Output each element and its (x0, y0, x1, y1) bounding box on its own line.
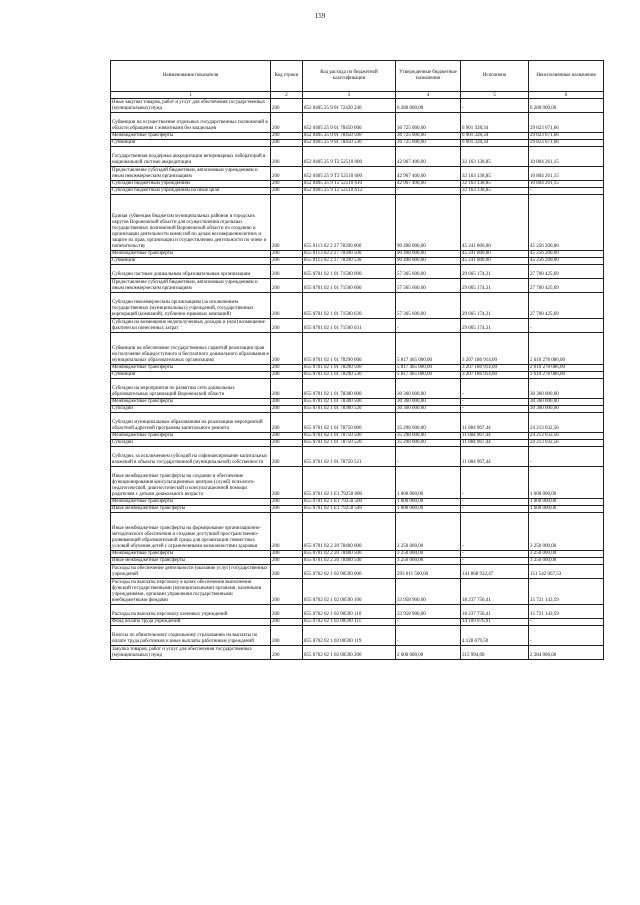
table-row (111, 319, 604, 333)
budget-execution-table (110, 60, 604, 660)
row-approved: 5 817 465 000,00 (396, 372, 461, 379)
row-executed: 18 237 756,41 (461, 605, 529, 619)
row-line-code: 200 (271, 513, 303, 551)
row-executed: 32 163 138,85 (461, 188, 529, 195)
row-classification: 855 0113 02 2 27 78390 000 (303, 195, 396, 251)
row-name: Субсидии (111, 406, 271, 413)
row-unexecuted: - (529, 447, 604, 467)
row-approved: 36 725 000,00 (396, 140, 461, 147)
row-line-code: 200 (271, 188, 303, 195)
row-unexecuted: 10 804 261,15 (529, 147, 604, 167)
row-approved: 293 011 500,00 (396, 565, 461, 579)
row-unexecuted: 30 360 000,00 (529, 399, 604, 406)
row-line-code: 200 (271, 319, 303, 333)
table-row (111, 413, 604, 433)
table-row (111, 365, 604, 372)
row-name: Межбюджетные трансферты (111, 133, 271, 140)
row-executed: 32 163 138,85 (461, 181, 529, 188)
row-approved: 57 365 600,00 (396, 293, 461, 319)
row-classification: 852 0405 25 9 T2 52510 000 (303, 147, 396, 167)
row-unexecuted: 30 360 000,00 (529, 379, 604, 399)
row-line-code: 200 (271, 251, 303, 258)
row-executed: 3 207 186 914,00 (461, 333, 529, 365)
row-name: Иные межбюджетные трансферты (111, 506, 271, 513)
row-executed: 45 241 800,00 (461, 195, 529, 251)
table-row (111, 406, 604, 413)
row-approved: 90 498 000,00 (396, 251, 461, 258)
table-row (111, 513, 604, 551)
row-approved: 1 000 000,00 (396, 467, 461, 499)
row-executed: 14 109 076,91 (461, 619, 529, 626)
row-classification: 855 0702 02 1 02 00590 000 (303, 565, 396, 579)
row-classification: 855 0701 02 1 01 78290 000 (303, 333, 396, 365)
row-executed: 6 901 328,34 (461, 140, 529, 147)
row-approved: 35 298 000,00 (396, 440, 461, 447)
table-row (111, 279, 604, 293)
row-name: Межбюджетные трансферты (111, 499, 271, 506)
row-line-code: 200 (271, 626, 303, 646)
row-unexecuted: 2 610 278 086,00 (529, 333, 604, 365)
row-approved: 35 298 000,00 (396, 413, 461, 433)
row-unexecuted: 30 360 000,00 (529, 406, 604, 413)
row-classification: 855 0701 02 1 E1 79250 500 (303, 499, 396, 506)
row-line-code: 200 (271, 133, 303, 140)
table-row (111, 379, 604, 399)
row-approved: 5 817 465 000,00 (396, 365, 461, 372)
row-line-code: 200 (271, 440, 303, 447)
row-unexecuted: 151 542 067,53 (529, 565, 604, 579)
row-executed: - (461, 499, 529, 506)
header-row (111, 61, 604, 92)
row-executed: 11 084 967,44 (461, 413, 529, 433)
row-line-code: 200 (271, 167, 303, 181)
row-classification: 852 0405 25 9 T2 52510 612 (303, 188, 396, 195)
row-classification: 855 0701 02 1 01 78290 530 (303, 372, 396, 379)
table-row (111, 579, 604, 605)
row-classification: 855 0702 02 1 02 00590 100 (303, 579, 396, 605)
table-row (111, 558, 604, 565)
row-executed: - (461, 406, 529, 413)
row-name: Субсидии частным дошкольным образовательным организациям (111, 265, 271, 279)
row-unexecuted: 29 823 671,66 (529, 140, 604, 147)
row-unexecuted: 2 610 278 086,00 (529, 372, 604, 379)
row-name: Иные межбюджетные трансферты на формирование организационно-методического обеспечения и создание доступной пространственно-развивающей образовательной среды для организации совместных условий обучения детей с ограниченными возможностями здоровья (111, 513, 271, 551)
header-executed: Исполнено (461, 61, 529, 92)
row-approved: 3 250 000,00 (396, 558, 461, 565)
row-classification: 855 0702 02 1 02 00590 110 (303, 605, 396, 619)
row-classification: 855 0702 02 1 02 00590 200 (303, 646, 396, 660)
row-name: Предоставление субсидий бюджетным, автономным учреждениям и иным некоммерческим организациям (111, 279, 271, 293)
row-approved: 3 250 000,00 (396, 513, 461, 551)
row-line-code: 200 (271, 506, 303, 513)
table-row (111, 619, 604, 626)
row-line-code: 200 (271, 646, 303, 660)
row-name: Субсидии, за исключением субсидий на софинансирование капитальных вложений в объекты государственной (муниципальной) собственности (111, 447, 271, 467)
row-line-code: 200 (271, 551, 303, 558)
row-name: Межбюджетные трансферты (111, 365, 271, 372)
row-name: Межбюджетные трансферты (111, 251, 271, 258)
row-executed: - (461, 379, 529, 399)
row-executed: - (461, 513, 529, 551)
row-name: Субвенции на осуществление отдельных государственных полномочий в области обращения с животными без владельцев (111, 113, 271, 133)
row-classification: 855 0701 02 2 20 78400 500 (303, 551, 396, 558)
row-approved: 33 958 900,00 (396, 605, 461, 619)
row-executed: 45 241 800,00 (461, 251, 529, 258)
row-unexecuted: 3 250 000,00 (529, 551, 604, 558)
row-line-code: 200 (271, 99, 303, 113)
header-name: Наименование показателя (111, 61, 271, 92)
table-row (111, 372, 604, 379)
row-approved: 30 360 000,00 (396, 406, 461, 413)
table-row (111, 195, 604, 251)
row-executed: 32 163 138,85 (461, 167, 529, 181)
row-line-code: 200 (271, 140, 303, 147)
row-name: Закупка товаров, работ и услуг для обеспечения государственных (муниципальных) нужд (111, 646, 271, 660)
row-line-code: 200 (271, 399, 303, 406)
row-executed: 4 128 679,50 (461, 626, 529, 646)
row-line-code: 200 (271, 113, 303, 133)
row-executed: 11 084 967,44 (461, 433, 529, 440)
row-name: Иные межбюджетные трансферты на создание и обеспечение функционирования консультационных центров (служб) психолого-педагогической, диагностической и консультационной помощи родителям с детьми дошкольного возраста (111, 467, 271, 499)
table-row (111, 140, 604, 147)
row-classification: 855 0701 02 1 01 78300 000 (303, 379, 396, 399)
row-approved: 42 967 400,00 (396, 167, 461, 181)
row-classification: 852 0405 25 9 T2 52510 600 (303, 167, 396, 181)
row-line-code: 200 (271, 365, 303, 372)
row-unexecuted: 2 610 278 086,00 (529, 365, 604, 372)
row-classification: 855 0701 02 1 01 71500 631 (303, 319, 396, 333)
row-line-code: 200 (271, 605, 303, 619)
row-executed: - (461, 399, 529, 406)
row-name: Расходы на выплаты персоналу в целях обеспечения выполнения функций государственными (муниципальными) органами, казенными учреждениями, органами управления государственными внебюджетными фондами (111, 579, 271, 605)
table-row (111, 265, 604, 279)
row-name: Взносы по обязательному социальному страхованию на выплаты по оплате труда работников и иные выплаты работникам учреждений (111, 626, 271, 646)
row-approved: 6 280 000,00 (396, 99, 461, 113)
row-unexecuted: 29 823 671,66 (529, 113, 604, 133)
row-classification: 852 0405 25 9 T2 52510 610 (303, 181, 396, 188)
row-approved: 3 250 000,00 (396, 551, 461, 558)
row-executed: 29 665 174,31 (461, 265, 529, 279)
row-executed: 6 901 328,34 (461, 133, 529, 140)
row-unexecuted: 1 000 000,00 (529, 506, 604, 513)
header-approved: Утвержденные бюджетные назначения (396, 61, 461, 92)
row-line-code: 200 (271, 379, 303, 399)
table-row (111, 626, 604, 646)
row-line-code: 200 (271, 406, 303, 413)
row-unexecuted: 10 804 261,15 (529, 181, 604, 188)
row-executed: - (461, 506, 529, 513)
row-executed: - (461, 551, 529, 558)
table-row (111, 447, 604, 467)
row-executed: 45 241 800,00 (461, 258, 529, 265)
table-row (111, 293, 604, 319)
row-line-code: 200 (271, 558, 303, 565)
row-line-code: 200 (271, 565, 303, 579)
row-unexecuted: - (529, 319, 604, 333)
row-line-code: 200 (271, 372, 303, 379)
row-approved: 2 600 000,00 (396, 646, 461, 660)
row-classification: 855 0702 02 1 02 00590 111 (303, 619, 396, 626)
row-name: Субвенции (111, 258, 271, 265)
table-row (111, 147, 604, 167)
row-approved: 57 365 600,00 (396, 265, 461, 279)
row-approved: 1 000 000,00 (396, 506, 461, 513)
row-unexecuted: 29 823 671,66 (529, 133, 604, 140)
table-row (111, 499, 604, 506)
row-executed: 3 207 186 914,00 (461, 372, 529, 379)
row-approved: - (396, 447, 461, 467)
row-approved: 36 725 000,00 (396, 113, 461, 133)
column-number: 3 (303, 92, 396, 99)
table-row (111, 506, 604, 513)
row-line-code: 200 (271, 619, 303, 626)
row-line-code: 200 (271, 433, 303, 440)
row-line-code: 200 (271, 413, 303, 433)
row-name: Государственная поддержка аккредитации ветеринарных лабораторий в национальной системе аккредитации (111, 147, 271, 167)
row-classification: 852 0405 25 9 01 78450 530 (303, 140, 396, 147)
row-classification: 855 0113 02 2 27 78390 500 (303, 251, 396, 258)
row-unexecuted: - (529, 188, 604, 195)
row-unexecuted: 45 256 200,00 (529, 258, 604, 265)
row-classification: 855 0702 02 1 02 00590 119 (303, 626, 396, 646)
table-body (111, 99, 604, 660)
row-classification: 855 0701 02 1 01 78750 000 (303, 413, 396, 433)
row-line-code: 200 (271, 265, 303, 279)
table-row (111, 113, 604, 133)
row-classification: 852 0405 25 9 01 72420 240 (303, 99, 396, 113)
row-unexecuted: 15 721 143,59 (529, 605, 604, 619)
header-unexecuted: Неисполненные назначения (529, 61, 604, 92)
row-approved: 42 967 400,00 (396, 181, 461, 188)
row-executed: 18 237 756,41 (461, 579, 529, 605)
row-executed: - (461, 558, 529, 565)
table-row (111, 333, 604, 365)
row-line-code: 200 (271, 293, 303, 319)
table-row (111, 399, 604, 406)
row-classification: 855 0701 02 1 01 71500 630 (303, 293, 396, 319)
row-unexecuted: 6 280 000,00 (529, 99, 604, 113)
row-line-code: 200 (271, 467, 303, 499)
row-approved: 33 958 900,00 (396, 579, 461, 605)
row-unexecuted: 10 804 261,15 (529, 167, 604, 181)
table-row (111, 551, 604, 558)
row-approved: 1 000 000,00 (396, 499, 461, 506)
row-classification: 855 0701 02 2 20 78400 540 (303, 558, 396, 565)
row-executed: 141 868 932,47 (461, 565, 529, 579)
row-unexecuted: 27 700 425,69 (529, 279, 604, 293)
row-name: Предоставление субсидий бюджетным, автономным учреждениям и иным некоммерческим организациям (111, 167, 271, 181)
row-name: Межбюджетные трансферты (111, 433, 271, 440)
row-name: Субсидии некоммерческим организациям (за исключением государственных (муниципальных) учреждений, государственных корпораций (компаний), публично-правовых компаний) (111, 293, 271, 319)
row-approved: 42 967 400,00 (396, 147, 461, 167)
table-row (111, 167, 604, 181)
table-row (111, 181, 604, 188)
page-number: 159 (314, 12, 326, 20)
row-unexecuted: 24 213 032,56 (529, 433, 604, 440)
row-name: Расходы на обеспечение деятельности (оказание услуг) государственных учреждений (111, 565, 271, 579)
row-approved: 90 498 000,00 (396, 195, 461, 251)
table-row (111, 467, 604, 499)
row-classification: 855 0701 02 1 01 78750 521 (303, 447, 396, 467)
row-name: Субсидии бюджетным учреждениям на иные цели (111, 188, 271, 195)
row-name: Субсидии на мероприятия по развитию сети дошкольных образовательных организаций Воронежской области (111, 379, 271, 399)
table-row (111, 99, 604, 113)
row-classification: 852 0405 25 9 01 78450 000 (303, 113, 396, 133)
row-line-code: 200 (271, 258, 303, 265)
row-name: Иные закупки товаров, работ и услуг для обеспечения государственных (муниципальных) нужд (111, 99, 271, 113)
row-name: Иные межбюджетные трансферты (111, 558, 271, 565)
row-approved: 36 725 000,00 (396, 133, 461, 140)
row-unexecuted: 3 250 000,00 (529, 513, 604, 551)
column-number: 6 (529, 92, 604, 99)
row-executed: 29 665 174,31 (461, 279, 529, 293)
row-unexecuted: 15 721 143,59 (529, 579, 604, 605)
row-name: Субсидии бюджетным учреждениям (111, 181, 271, 188)
row-unexecuted: - (529, 619, 604, 626)
row-classification: 855 0701 02 1 E1 79250 000 (303, 467, 396, 499)
table-row (111, 646, 604, 660)
row-unexecuted: 1 000 000,00 (529, 499, 604, 506)
table-row (111, 258, 604, 265)
row-line-code: 200 (271, 147, 303, 167)
table-row (111, 565, 604, 579)
row-classification: 855 0701 02 1 01 71500 600 (303, 279, 396, 293)
row-classification: 855 0701 02 1 01 78750 520 (303, 440, 396, 447)
column-number-row (111, 92, 604, 99)
row-line-code: 200 (271, 499, 303, 506)
row-unexecuted: 24 213 032,56 (529, 413, 604, 433)
row-name: Субсидии муниципальным образованиям на реализацию мероприятий областной адресной программы капитального ремонта (111, 413, 271, 433)
row-approved: - (396, 319, 461, 333)
header-line-code: Код строки (271, 61, 303, 92)
column-number: 2 (271, 92, 303, 99)
row-name: Расходы на выплаты персоналу казенных учреждений (111, 605, 271, 619)
row-classification: 855 0701 02 1 01 78750 500 (303, 433, 396, 440)
table-row (111, 433, 604, 440)
row-name: Фонд оплаты труда учреждений (111, 619, 271, 626)
row-executed: - (461, 99, 529, 113)
table-row (111, 605, 604, 619)
row-executed: 315 994,00 (461, 646, 529, 660)
row-unexecuted: 24 213 032,56 (529, 440, 604, 447)
row-classification: 855 0701 02 1 01 78300 500 (303, 399, 396, 406)
row-executed: 29 665 174,31 (461, 293, 529, 319)
row-approved: 30 360 000,00 (396, 399, 461, 406)
row-approved: - (396, 619, 461, 626)
row-approved: 5 817 465 000,00 (396, 333, 461, 365)
row-classification: 855 0701 02 1 E1 79250 540 (303, 506, 396, 513)
row-classification: 855 0701 02 2 20 78400 000 (303, 513, 396, 551)
row-name: Межбюджетные трансферты (111, 399, 271, 406)
row-name: Субвенции (111, 140, 271, 147)
table-row (111, 440, 604, 447)
row-unexecuted: 27 700 425,69 (529, 265, 604, 279)
row-unexecuted: 1 000 000,00 (529, 467, 604, 499)
row-unexecuted: 27 700 425,69 (529, 293, 604, 319)
row-unexecuted: 45 256 200,00 (529, 251, 604, 258)
row-classification: 855 0701 02 1 01 78290 500 (303, 365, 396, 372)
row-unexecuted: 3 250 000,00 (529, 558, 604, 565)
row-executed: 6 901 328,34 (461, 113, 529, 133)
row-unexecuted: - (529, 626, 604, 646)
row-name: Межбюджетные трансферты (111, 551, 271, 558)
row-line-code: 200 (271, 579, 303, 605)
row-classification: 852 0405 25 9 01 78450 500 (303, 133, 396, 140)
row-classification: 855 0701 02 1 01 71500 000 (303, 265, 396, 279)
row-name: Субвенции (111, 372, 271, 379)
row-line-code: 200 (271, 447, 303, 467)
row-unexecuted: 45 256 200,00 (529, 195, 604, 251)
table-row (111, 133, 604, 140)
table-row (111, 188, 604, 195)
row-line-code: 200 (271, 195, 303, 251)
row-classification: 855 0113 02 2 27 78390 530 (303, 258, 396, 265)
row-line-code: 200 (271, 279, 303, 293)
row-approved: 90 498 000,00 (396, 258, 461, 265)
row-executed: 32 163 138,85 (461, 147, 529, 167)
row-approved: - (396, 188, 461, 195)
table-row (111, 251, 604, 258)
row-executed: 11 084 967,44 (461, 447, 529, 467)
row-name: Субвенции на обеспечение государственных гарантий реализации прав на получение общедоступного и бесплатного дошкольного образования в муниципальных образовательных организациях (111, 333, 271, 365)
row-executed: 11 084 967,44 (461, 440, 529, 447)
row-line-code: 200 (271, 333, 303, 365)
column-number: 1 (111, 92, 271, 99)
row-unexecuted: 2 284 006,00 (529, 646, 604, 660)
row-approved: 57 365 600,00 (396, 279, 461, 293)
row-name: Субсидии (111, 440, 271, 447)
row-executed: 29 665 174,31 (461, 319, 529, 333)
row-approved: 30 360 000,00 (396, 379, 461, 399)
row-name: Единая субвенция бюджетам муниципальных районов и городских округов Воронежской области для осуществления отдельных государственных полномочий Воронежской области по созданию и организации деятельности комиссий по делам несовершеннолетних и защите их прав, организации и осуществлению деятельности по опеке и попечительству (111, 195, 271, 251)
row-approved: - (396, 626, 461, 646)
header-classification: Код расхода по бюджетной классификации (303, 61, 396, 92)
row-approved: 35 298 000,00 (396, 433, 461, 440)
row-executed: - (461, 467, 529, 499)
column-number: 5 (461, 92, 529, 99)
column-number: 4 (396, 92, 461, 99)
row-line-code: 200 (271, 181, 303, 188)
row-name: Субсидии на возмещение недополученных доходов и (или) возмещение фактически понесенных затрат (111, 319, 271, 333)
row-classification: 855 0701 02 1 01 78300 520 (303, 406, 396, 413)
row-executed: 3 207 186 914,00 (461, 365, 529, 372)
